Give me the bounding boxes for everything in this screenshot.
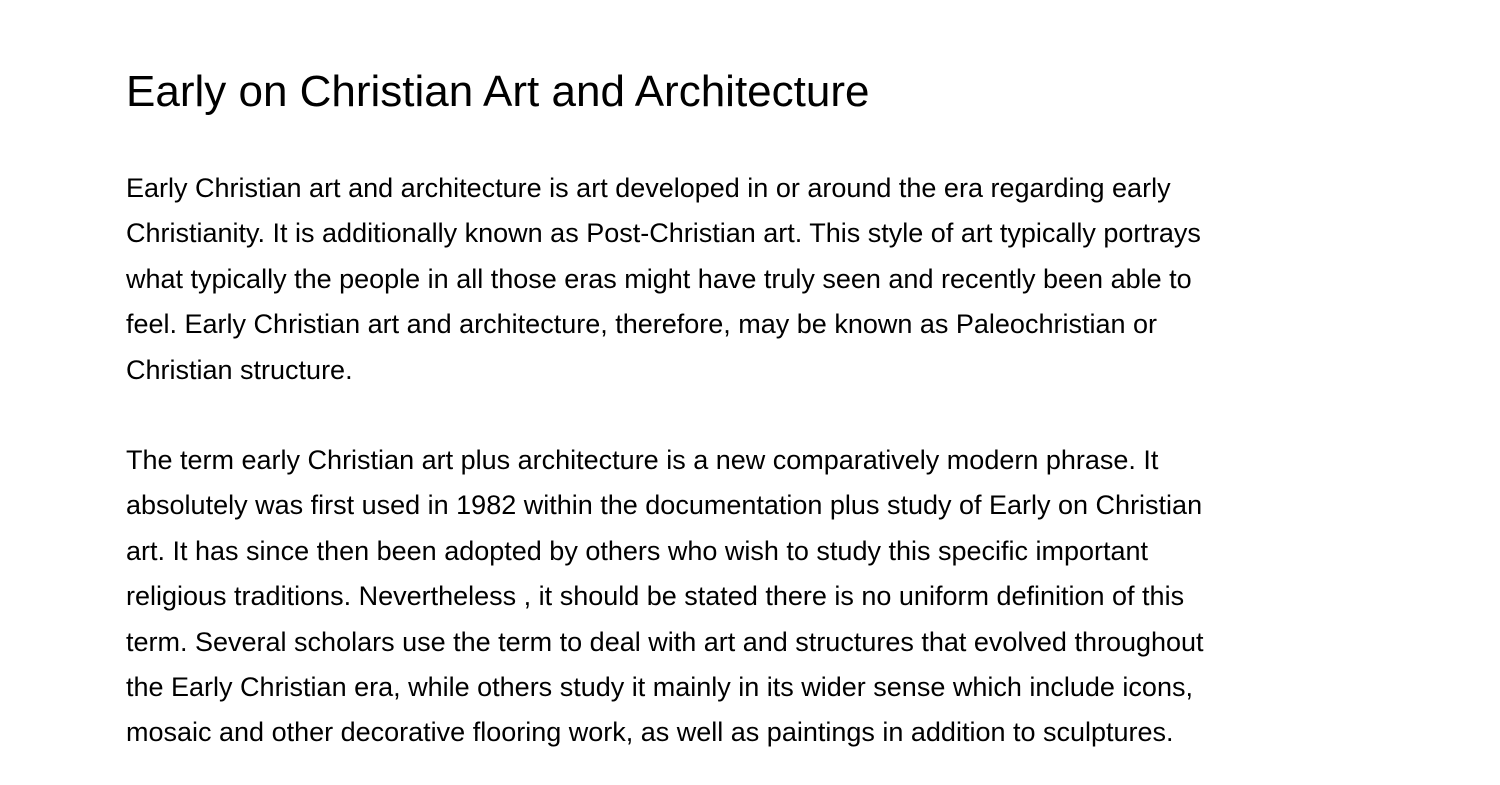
paragraph-line: religious traditions. Nevertheless , it should be stated there is no uniform definition of this: [126, 581, 1185, 612]
document-title: Early on Christian Art and Architecture: [126, 67, 870, 116]
paragraph-line: art. It has since then been adopted by others who wish to study this specific important: [126, 535, 1149, 566]
paragraph-line: term. Several scholars use the term to deal with art and structures that evolved throughout: [126, 626, 1204, 657]
paragraph-1: [126, 166, 1201, 393]
paragraph-line: Christianity. It is additionally known as Post-Christian art. This style of art typically portrays: [126, 218, 1201, 249]
paragraph-line: the Early Christian era, while others study it mainly in its wider sense which include icons,: [126, 672, 1193, 703]
paragraph-line: Early Christian art and architecture is art developed in or around the era regarding early: [126, 173, 1171, 203]
paragraph-line: feel. Early Christian art and architecture, therefore, may be known as Paleochristian or: [126, 309, 1157, 340]
paragraph-line: The term early Christian art plus architecture is a new comparatively modern phrase. It: [126, 445, 1159, 475]
paragraph-line: Christian structure.: [126, 354, 353, 385]
paragraph-line: mosaic and other decorative flooring work, as well as paintings in addition to sculptures.: [126, 717, 1174, 748]
paragraph-line: absolutely was first used in 1982 within the documentation plus study of Early on Christian: [126, 490, 1203, 521]
paragraph-2: [126, 438, 1204, 756]
paragraph-line: what typically the people in all those eras might have truly seen and recently been able to: [126, 263, 1192, 294]
